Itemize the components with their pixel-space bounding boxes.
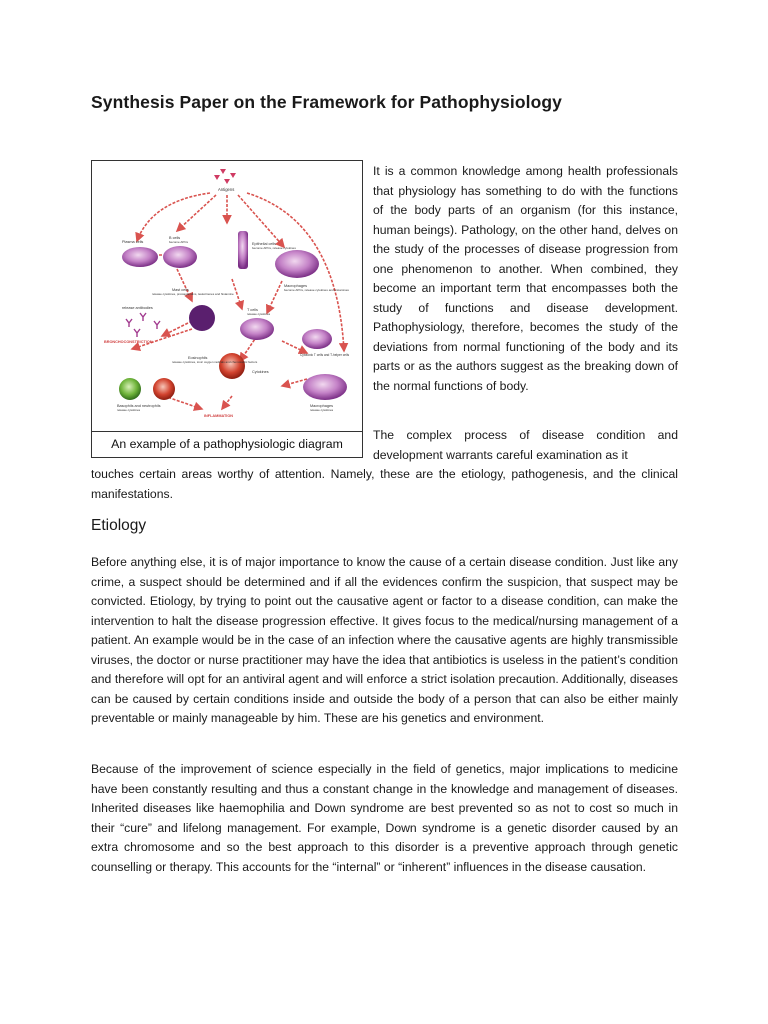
etiology-paragraph-2: Because of the improvement of science especially in the field of genetics, major implications to medicine have been constantly resulting and thus a constant change in the knowledge and management of diseases. Inherited diseases like haemophilia and Down syndrome are best prevented so as not to cost so much in their “cure” and lifelong management. For example, Down syndrome is a genetic disorder caused by an extra chromosome and so the best approach to this disorder is a preventive approach through genetic counselling or therapy. This accounts for the “internal” or “inherent” influences in the disease causation. (91, 762, 678, 874)
svg-text:Macrophages: Macrophages (310, 404, 334, 408)
b-cell (163, 246, 197, 268)
antibody-symbols (126, 313, 160, 337)
svg-text:become APCs, release cytokines: become APCs, release cytokines and histamines (284, 288, 349, 292)
intro-paragraph: It is a common knowledge among health professionals that physiology has something to do with the functions of the body parts of an organism (for this instance, human beings). Pathology, on the other hand, delves on the study of the processes of disease progression from one phenomenon to another. When combined, they become an important term that encompasses both the study of functions and disease development. Pathophysiology, therefore, becomes the study of the deviations from normal functioning of the body and its parts or as the authors suggest as the breaking down of the normal functions of body. (373, 164, 678, 393)
t-cell (240, 318, 274, 340)
svg-text:release cytokines: release cytokines (247, 312, 271, 316)
figure-caption: An example of a pathophysiologic diagram (92, 431, 362, 457)
plasma-cell (122, 247, 158, 267)
svg-text:become APCs: become APCs (169, 240, 189, 244)
svg-text:become APCs, release cytokines: become APCs, release cytokines (252, 246, 296, 250)
macrophage-bottom (303, 374, 347, 400)
svg-text:Antigens: Antigens (218, 187, 235, 192)
svg-text:release cytokines, toxic oxyge: release cytokines, toxic oxygen radicals and chemotactic factors (172, 360, 258, 364)
eosinophil (219, 353, 245, 379)
svg-text:Plasma cells: Plasma cells (122, 240, 144, 244)
cytotoxic-t-cell (302, 329, 332, 349)
diagram-figure (91, 160, 363, 458)
svg-text:Cytokines: Cytokines (252, 370, 269, 374)
etiology-paragraph-1: Before anything else, it is of major importance to know the cause of a certain disease condition. Just like any crime, a suspect should be determined and if all the evidences confirm the suspicion, that suspect may be convicted. Etiology, by trying to point out the causative agent or factor to a disease condition, can make the intervention to halt the disease progression effective. It gives focus to the medical/nursing management of a patient. An example would be in the case of an infection where the causative agents are highly transmissible viruses, the doctor or nurse practitioner may have the idea that antibiotics is useless in the patient’s condition and therefore will opt for an antiviral agent and will enforce a strict isolation precaution. Additionally, diseases can be caused by certain conditions inside and outside the body of a person that can also be either mainly preventable or mainly manageable by him. These are his genetics and environment. (91, 555, 678, 725)
intro-paragraph-2-end: touches certain areas worthy of attention. Namely, these are the etiology, pathogenesis, and the clinical manifestations. (91, 467, 678, 501)
neutrophil (153, 378, 175, 400)
page-title: Synthesis Paper on the Framework for Pathophysiology (91, 92, 562, 112)
svg-text:Epithelial cells: Epithelial cells (252, 242, 277, 246)
pathophysiology-diagram (92, 161, 362, 431)
svg-text:Mast cells: Mast cells (172, 288, 189, 292)
svg-text:T cells: T cells (247, 308, 258, 312)
svg-text:release antibodies: release antibodies (122, 306, 153, 310)
epithelial-cell (238, 231, 248, 269)
svg-text:Basophils and neutrophils: Basophils and neutrophils (117, 404, 161, 408)
svg-text:Macrophages: Macrophages (284, 284, 308, 288)
svg-text:Eosinophils: Eosinophils (188, 356, 208, 360)
svg-text:release cytokines, prostagland: release cytokines, prostaglandins, leukotrienes and histamine (152, 292, 234, 296)
intro-paragraph-2-start: The complex process of disease condition and development warrants careful examination as it (373, 428, 678, 462)
macrophage-top (275, 250, 319, 278)
basophil (119, 378, 141, 400)
svg-text:B cells: B cells (169, 236, 181, 240)
section-heading-etiology: Etiology (91, 517, 147, 534)
antigen-symbols (214, 169, 236, 184)
svg-text:INFLAMMATION: INFLAMMATION (204, 414, 234, 418)
svg-text:BRONCHOCONSTRICTION: BRONCHOCONSTRICTION (104, 340, 153, 344)
svg-text:release cytokines: release cytokines (310, 408, 334, 412)
svg-text:Cytotoxic T cells and T-helper: Cytotoxic T cells and T-helper cells (300, 353, 350, 357)
mast-cell (189, 305, 215, 331)
svg-text:release cytokines: release cytokines (117, 408, 141, 412)
